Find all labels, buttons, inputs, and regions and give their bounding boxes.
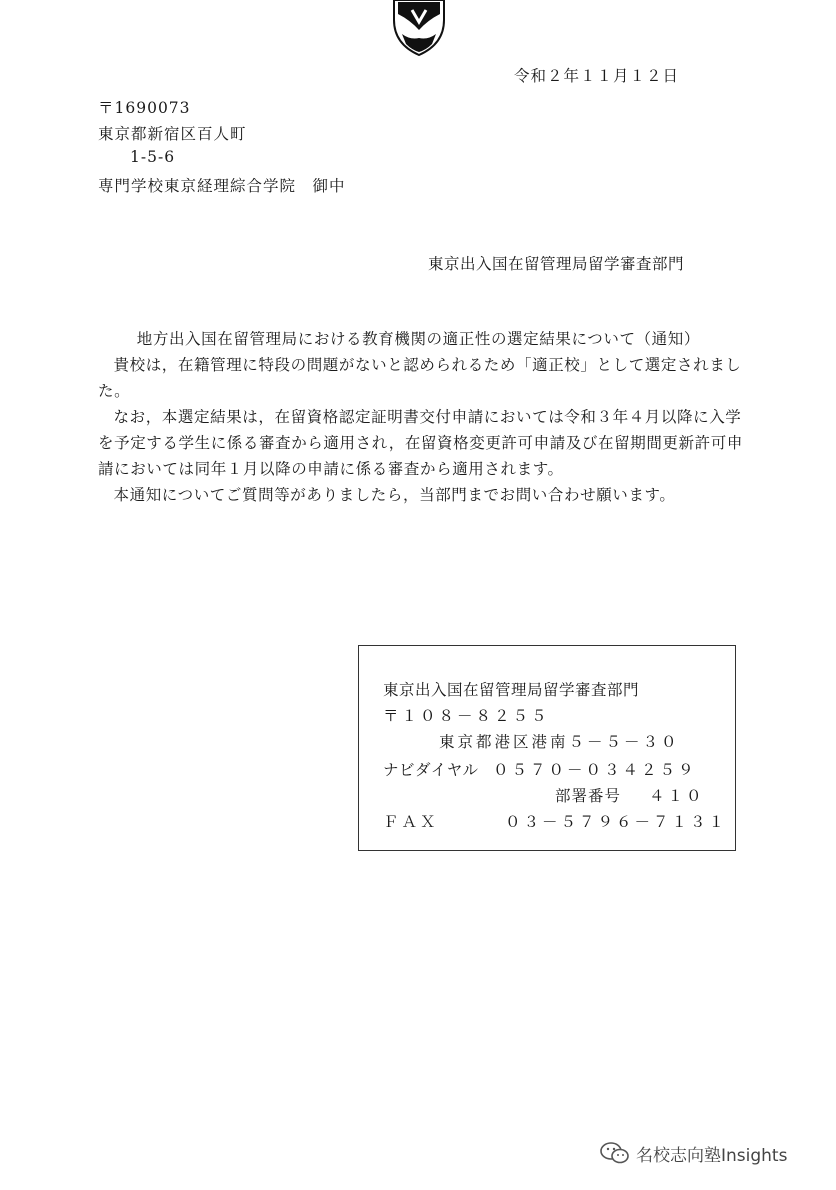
contact-fax-label: ＦＡＸ (383, 813, 439, 831)
issue-date: 令和２年１１月１２日 (514, 67, 680, 85)
contact-phone-number: ０５７０－０３４２５９ (493, 761, 697, 779)
recipient-address-line1: 東京都新宿区百人町 (98, 125, 247, 143)
notice-body (98, 326, 748, 508)
contact-extension-label: 部署番号 (555, 787, 622, 805)
notice-paragraph-1: 貴校は，在籍管理に特段の問題がないと認められるため「適正校」として選定されました。 (98, 356, 742, 400)
sender-department: 東京出入国在留管理局留学審査部門 (428, 255, 685, 273)
contact-address: 東京都港区港南５－５－３０ (439, 733, 680, 751)
recipient-address-line2: 1-5-6 (130, 148, 176, 166)
watermark (600, 1140, 787, 1166)
notice-title: 地方出入国在留管理局における教育機関の適正性の選定結果について（通知） (136, 330, 700, 348)
contact-phone-label: ナビダイヤル (383, 761, 479, 779)
notice-paragraph-2: なお，本選定結果は，在留資格認定証明書交付申請においては令和３年４月以降に入学を予定する学生に係る審査から適用され，在留資格変更許可申請及び在留期間更新許可申請においては同年１月以降の申請に係る審査から適用されます。 (98, 408, 743, 478)
wechat-icon (600, 1141, 630, 1165)
contact-extension-number: ４１０ (649, 787, 705, 805)
seal-emblem-icon (388, 0, 450, 56)
recipient-postal-code: 〒1690073 (98, 99, 191, 117)
watermark-text: 名校志向塾Insights (636, 1145, 788, 1166)
recipient-name: 専門学校東京経理綜合学院 御中 (98, 177, 346, 195)
contact-info-box (358, 645, 736, 851)
contact-fax-number: ０３－５７９６－７１３１ (505, 813, 728, 831)
notice-paragraph-3: 本通知についてご質問等がありましたら，当部門までお問い合わせ願います。 (113, 486, 676, 504)
contact-postal-code: 〒１０８－８２５５ (383, 707, 550, 725)
contact-department: 東京出入国在留管理局留学審査部門 (383, 681, 640, 699)
